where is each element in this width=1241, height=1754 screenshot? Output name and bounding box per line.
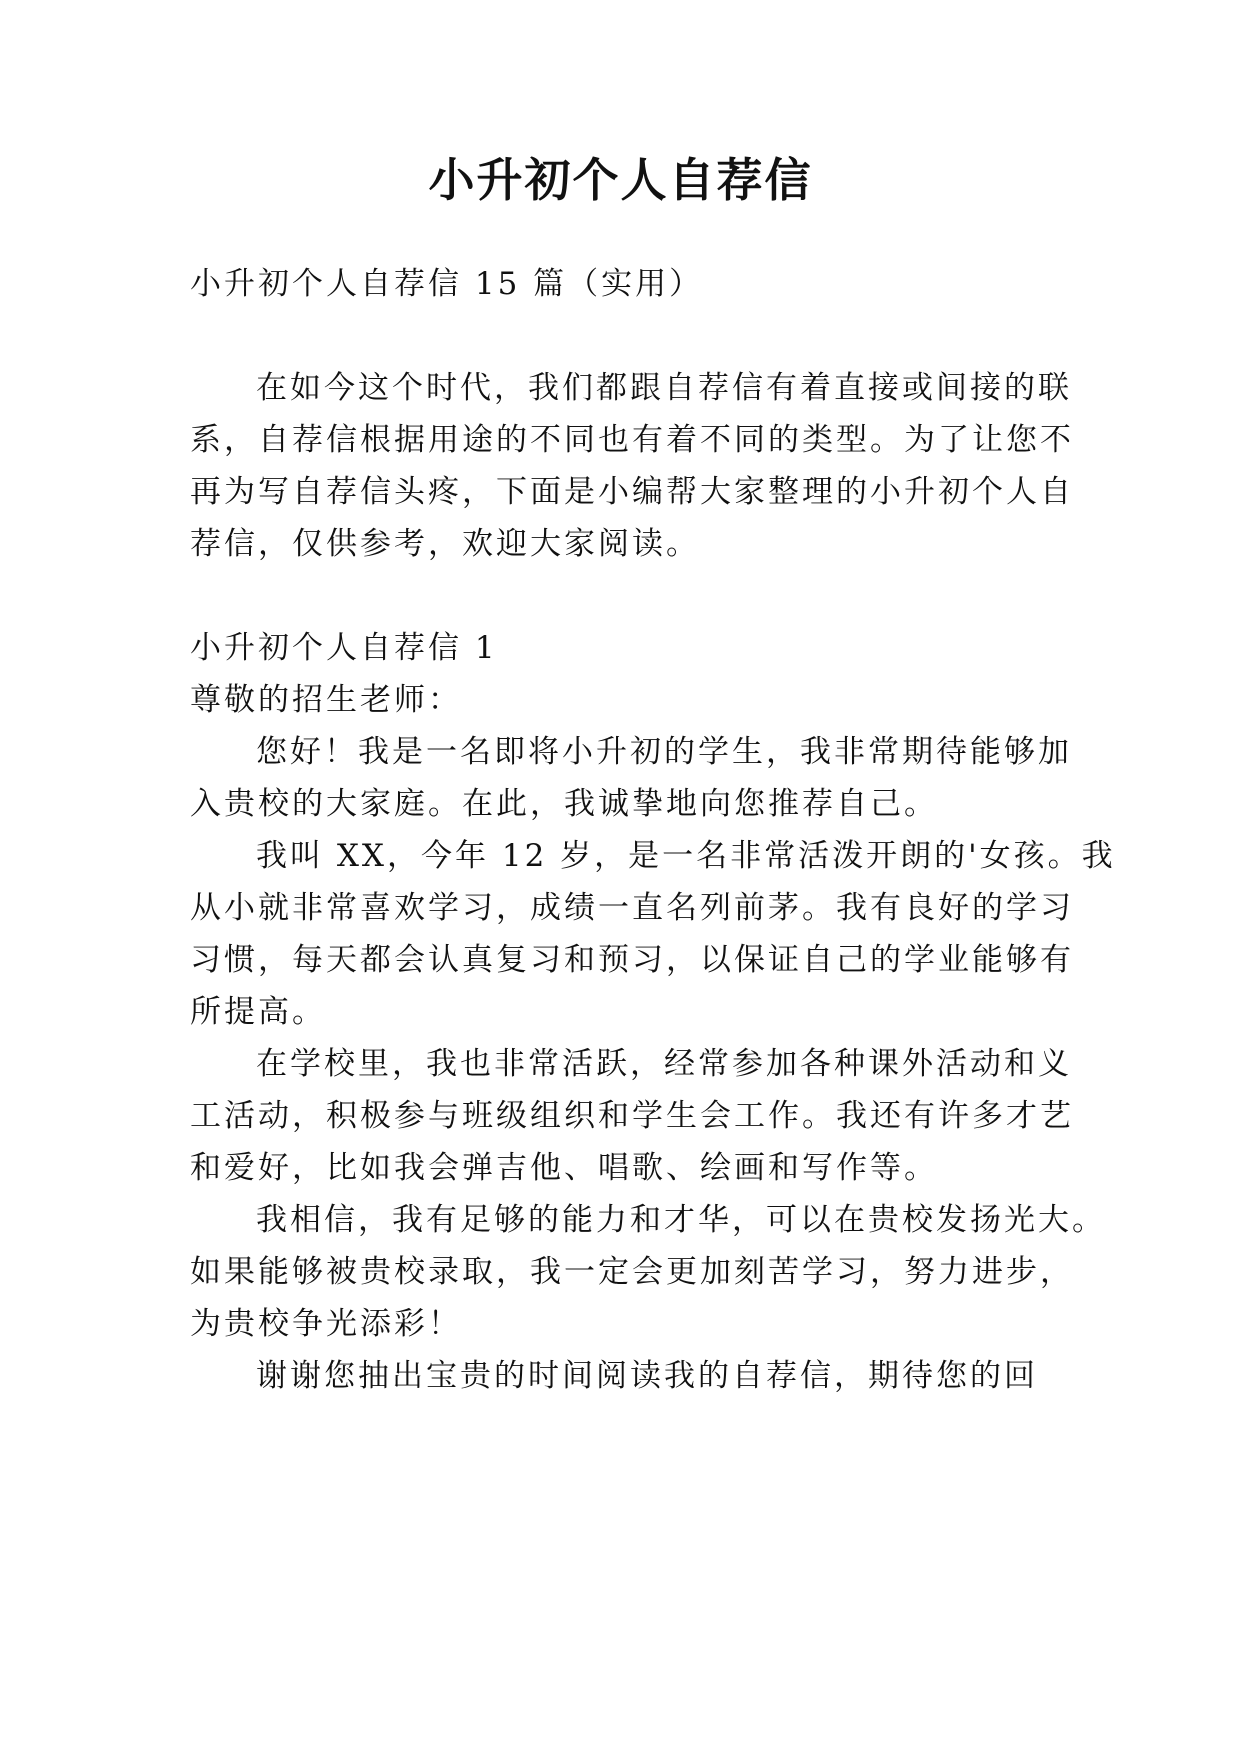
intro-line: 系，自荐信根据用途的不同也有着不同的类型。为了让您不: [190, 422, 1074, 458]
body-line: 从小就非常喜欢学习，成绩一直名列前茅。我有良好的学习: [190, 890, 1074, 926]
intro-line: 在如今这个时代，我们都跟自荐信有着直接或间接的联: [256, 370, 1072, 406]
body-line: 您好！我是一名即将小升初的学生，我非常期待能够加: [256, 734, 1072, 770]
body-line: 工活动，积极参与班级组织和学生会工作。我还有许多才艺: [190, 1098, 1074, 1134]
body-line: 我相信，我有足够的能力和才华，可以在贵校发扬光大。: [256, 1202, 1106, 1238]
body-line: 我叫 XX，今年 12 岁，是一名非常活泼开朗的'女孩。我: [256, 838, 1116, 874]
body-line: 习惯，每天都会认真复习和预习，以保证自己的学业能够有: [190, 942, 1074, 978]
body-line: 和爱好，比如我会弹吉他、唱歌、绘画和写作等。: [190, 1150, 938, 1186]
body-line: 在学校里，我也非常活跃，经常参加各种课外活动和义: [256, 1046, 1072, 1082]
salutation: 尊敬的招生老师：: [190, 682, 462, 718]
intro-line: 荐信，仅供参考，欢迎大家阅读。: [190, 526, 700, 562]
body-line: 为贵校争光添彩！: [190, 1306, 462, 1342]
letter-heading: 小升初个人自荐信 1: [190, 630, 498, 666]
document-title: 小升初个人自荐信: [428, 153, 813, 207]
document-subtitle: 小升初个人自荐信 15 篇（实用）: [190, 266, 704, 302]
body-line: 入贵校的大家庭。在此，我诚挚地向您推荐自己。: [190, 786, 938, 822]
body-line: 谢谢您抽出宝贵的时间阅读我的自荐信，期待您的回: [256, 1358, 1038, 1394]
body-line: 如果能够被贵校录取，我一定会更加刻苦学习，努力进步，: [190, 1254, 1074, 1290]
intro-line: 再为写自荐信头疼，下面是小编帮大家整理的小升初个人自: [190, 474, 1074, 510]
body-line: 所提高。: [190, 994, 326, 1030]
